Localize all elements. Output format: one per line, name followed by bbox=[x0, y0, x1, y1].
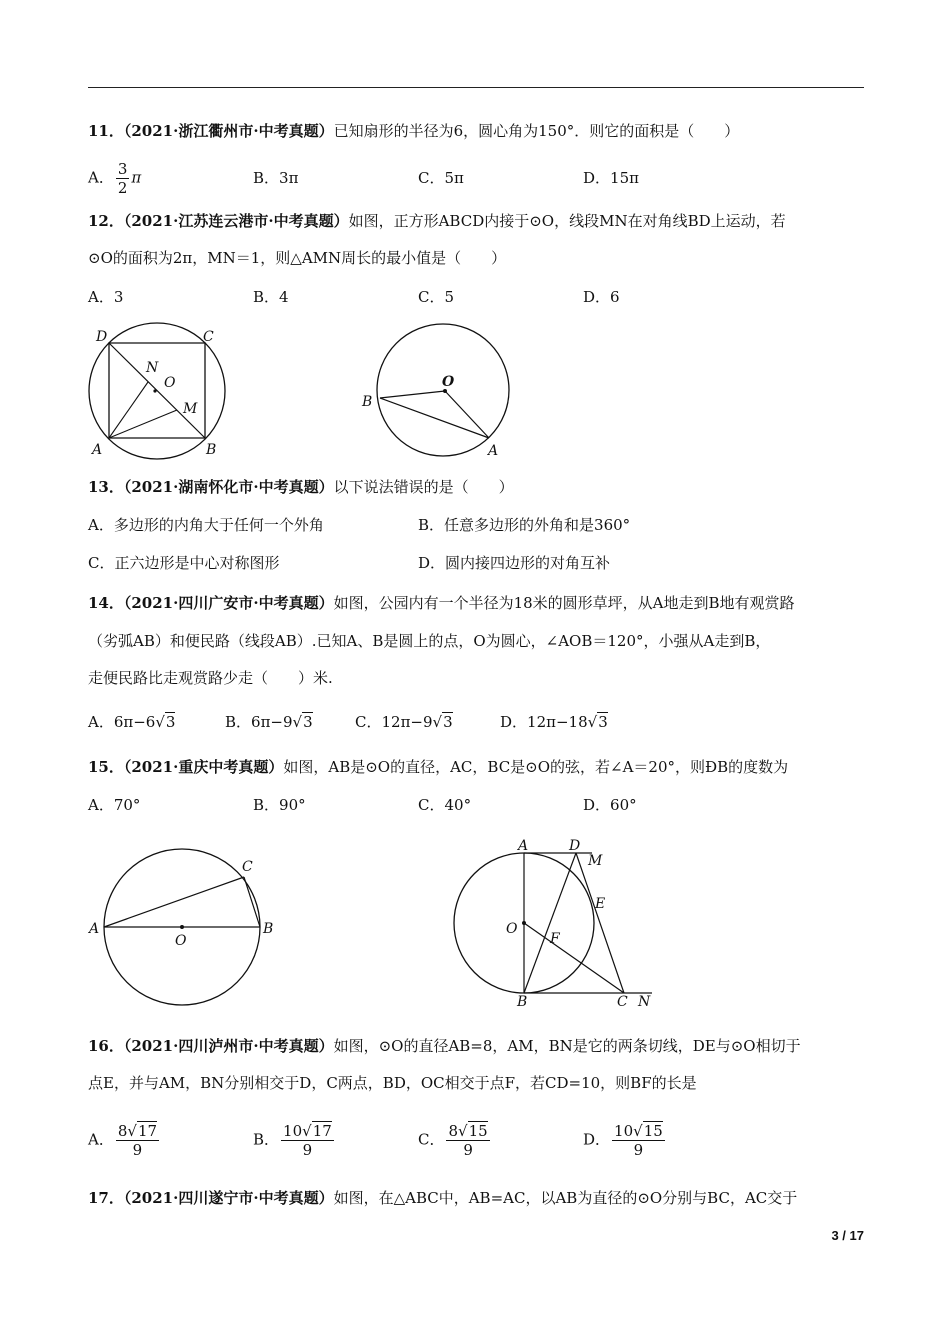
label-a: A bbox=[488, 443, 499, 459]
radicand: 17 bbox=[312, 1122, 332, 1140]
label-m: M bbox=[183, 401, 198, 417]
option-tail: π bbox=[131, 168, 142, 187]
segment-bd bbox=[524, 853, 576, 993]
option-b: B．任意多边形的外角和是360° bbox=[418, 516, 631, 534]
fraction bbox=[116, 160, 130, 197]
chord-ac bbox=[104, 877, 244, 927]
question-number: 12． bbox=[88, 212, 124, 230]
numerator: 3 bbox=[117, 160, 128, 178]
fraction bbox=[612, 1122, 665, 1159]
option-text: D．12π−18 bbox=[500, 713, 588, 731]
option-a bbox=[88, 160, 141, 197]
option-c bbox=[418, 1122, 492, 1159]
coefficient: 10 bbox=[614, 1122, 634, 1140]
radicand: 3 bbox=[443, 713, 453, 731]
figure-tangents bbox=[500, 838, 720, 1008]
question-text: 已知扇形的半径为6，圆心角为150°．则它的面积是（ ） bbox=[333, 122, 740, 140]
question-16-line2: 点E，并与AM，BN分别相交于D，C两点，BD，OC相交于点F，若CD=10，则BF的长是 bbox=[88, 1074, 697, 1092]
option-c: C．正六边形是中心对称图形 bbox=[88, 554, 280, 572]
sqrt-sign: √ bbox=[587, 713, 598, 731]
option-d: D．15π bbox=[583, 169, 639, 187]
option-label: A． bbox=[88, 168, 114, 187]
label-f: F bbox=[550, 931, 560, 947]
coefficient: 8 bbox=[117, 1122, 128, 1140]
option-d: D．60° bbox=[583, 796, 637, 814]
figure-diameter-ab bbox=[85, 845, 285, 1005]
label-a: A bbox=[89, 921, 100, 937]
question-13 bbox=[88, 476, 514, 498]
question-text: 如图，在△ABC中，AB=AC，以AB为直径的⊙O分别与BC，AC交于 bbox=[333, 1189, 798, 1207]
label-d: D bbox=[569, 838, 581, 854]
label-a: A bbox=[518, 838, 529, 854]
center-point bbox=[522, 921, 526, 925]
option-d: D．6 bbox=[583, 288, 620, 306]
radicand: 15 bbox=[643, 1122, 663, 1140]
option-c: C．5π bbox=[418, 169, 464, 187]
question-number: 14． bbox=[88, 594, 124, 612]
option-b: B．3π bbox=[253, 169, 299, 187]
segment-oc bbox=[524, 923, 624, 993]
question-16 bbox=[88, 1035, 801, 1057]
option-c: C．5 bbox=[418, 288, 455, 306]
radicand: 3 bbox=[598, 713, 608, 731]
option-a: A．3 bbox=[88, 288, 124, 306]
question-number: 13． bbox=[88, 478, 124, 496]
page-number: 3 / 17 bbox=[831, 1228, 864, 1243]
question-source: （2021·四川遂宁市·中考真题） bbox=[123, 1189, 334, 1207]
coefficient: 10 bbox=[283, 1122, 303, 1140]
fraction bbox=[116, 1122, 159, 1159]
radicand: 15 bbox=[468, 1122, 488, 1140]
label-b: B bbox=[362, 394, 373, 410]
question-17 bbox=[88, 1187, 797, 1209]
radicand: 3 bbox=[165, 713, 176, 731]
question-source: （2021·四川广安市·中考真题） bbox=[123, 594, 334, 612]
figure-square-in-circle bbox=[82, 322, 242, 462]
question-source: （2021·浙江衢州市·中考真题） bbox=[123, 122, 334, 140]
radius-ob bbox=[380, 391, 445, 398]
question-number: 15． bbox=[88, 758, 124, 776]
label-c: C bbox=[242, 859, 253, 875]
denominator: 9 bbox=[463, 1141, 473, 1159]
fraction bbox=[446, 1122, 489, 1159]
option-d bbox=[583, 1122, 667, 1159]
header-rule bbox=[88, 87, 864, 88]
label-o: O bbox=[506, 921, 518, 937]
question-text: 如图，公园内有一个半径为18米的圆形草坪，从A地走到B地有观赏路 bbox=[333, 594, 795, 612]
option-b: B．4 bbox=[253, 288, 289, 306]
question-text: 如图，AB是⊙O的直径，AC，BC是⊙O的弦，若∠A＝20°，则ÐB的度数为 bbox=[283, 758, 789, 776]
question-source: （2021·重庆中考真题） bbox=[123, 758, 284, 776]
center-point bbox=[153, 389, 156, 392]
question-source: （2021·湖南怀化市·中考真题） bbox=[123, 478, 334, 496]
option-a: A．多边形的内角大于任何一个外角 bbox=[88, 516, 324, 534]
question-11 bbox=[88, 120, 739, 142]
option-d bbox=[500, 711, 608, 733]
option-a bbox=[88, 711, 175, 733]
denominator: 9 bbox=[633, 1141, 644, 1159]
option-text: C．12π−9 bbox=[355, 713, 433, 731]
question-text: 如图，正方形ABCD内接于⊙O，线段MN在对角线BD上运动，若 bbox=[348, 212, 786, 230]
radicand: 17 bbox=[137, 1122, 158, 1140]
radius-oa bbox=[445, 391, 489, 438]
question-14-line2: （劣弧AB）和便民路（线段AB）.已知A、B是圆上的点，O为圆心，∠AOB＝120°，小强从A走到B， bbox=[88, 632, 771, 650]
label-o: O bbox=[442, 374, 455, 390]
option-label: C． bbox=[418, 1130, 445, 1149]
label-c: C bbox=[203, 329, 214, 345]
option-d: D．圆内接四边形的对角互补 bbox=[418, 554, 611, 572]
label-d: D bbox=[96, 329, 108, 345]
option-label: A． bbox=[88, 1130, 114, 1149]
numerator: 8√17 bbox=[117, 1122, 158, 1140]
numerator: 10√17 bbox=[283, 1122, 332, 1140]
label-n: N bbox=[146, 360, 159, 376]
figure-circle-aob bbox=[358, 318, 518, 458]
question-text: 如图，⊙O的直径AB=8，AM，BN是它的两条切线，DE与⊙O相切于 bbox=[333, 1037, 801, 1055]
sqrt-sign: √ bbox=[155, 713, 165, 731]
label-c: C bbox=[617, 994, 628, 1010]
question-text: 以下说法错误的是（ ） bbox=[333, 478, 514, 496]
denominator: 9 bbox=[302, 1141, 313, 1159]
option-a: A．70° bbox=[88, 796, 141, 814]
label-n: N bbox=[638, 994, 651, 1010]
question-source: （2021·四川泸州市·中考真题） bbox=[123, 1037, 334, 1055]
numerator: 10√15 bbox=[614, 1122, 663, 1140]
label-m: M bbox=[588, 853, 603, 869]
option-c bbox=[355, 711, 453, 733]
tangent-dc bbox=[576, 853, 624, 993]
label-e: E bbox=[595, 896, 606, 912]
diagonal-bd bbox=[109, 343, 205, 438]
question-number: 11． bbox=[88, 122, 124, 140]
option-a bbox=[88, 1122, 161, 1159]
denominator: 2 bbox=[117, 179, 128, 197]
sqrt-sign: √ bbox=[292, 713, 303, 731]
question-14 bbox=[88, 592, 795, 614]
question-12-line2: ⊙O的面积为2π，MN＝1，则△AMN周长的最小值是（ ） bbox=[88, 249, 507, 267]
question-number: 16． bbox=[88, 1037, 124, 1055]
question-number: 17． bbox=[88, 1189, 124, 1207]
question-15 bbox=[88, 756, 788, 778]
circle bbox=[377, 324, 509, 456]
fraction bbox=[281, 1122, 334, 1159]
radicand: 3 bbox=[303, 713, 313, 731]
option-b bbox=[253, 1122, 336, 1159]
label-b: B bbox=[206, 442, 217, 458]
denominator: 9 bbox=[132, 1141, 143, 1159]
option-label: D． bbox=[583, 1130, 611, 1149]
question-source: （2021·江苏连云港市·中考真题） bbox=[123, 212, 349, 230]
question-14-line3: 走便民路比走观赏路少走（ ）米. bbox=[88, 669, 333, 687]
label-o: O bbox=[164, 375, 176, 391]
center-point bbox=[180, 925, 184, 929]
label-o: O bbox=[175, 933, 187, 949]
coefficient: 8 bbox=[448, 1122, 459, 1140]
option-text: B．6π−9 bbox=[225, 713, 293, 731]
option-text: A．6π−6 bbox=[88, 713, 156, 731]
option-b bbox=[225, 711, 313, 733]
numerator: 8√15 bbox=[448, 1122, 488, 1140]
chord-bc bbox=[244, 877, 260, 927]
sqrt-sign: √ bbox=[432, 713, 443, 731]
question-12 bbox=[88, 210, 786, 232]
label-b: B bbox=[263, 921, 274, 937]
label-a: A bbox=[92, 442, 103, 458]
option-c: C．40° bbox=[418, 796, 472, 814]
chord-ab bbox=[380, 398, 489, 438]
option-label: B． bbox=[253, 1130, 280, 1149]
option-b: B．90° bbox=[253, 796, 306, 814]
label-b: B bbox=[517, 994, 528, 1010]
